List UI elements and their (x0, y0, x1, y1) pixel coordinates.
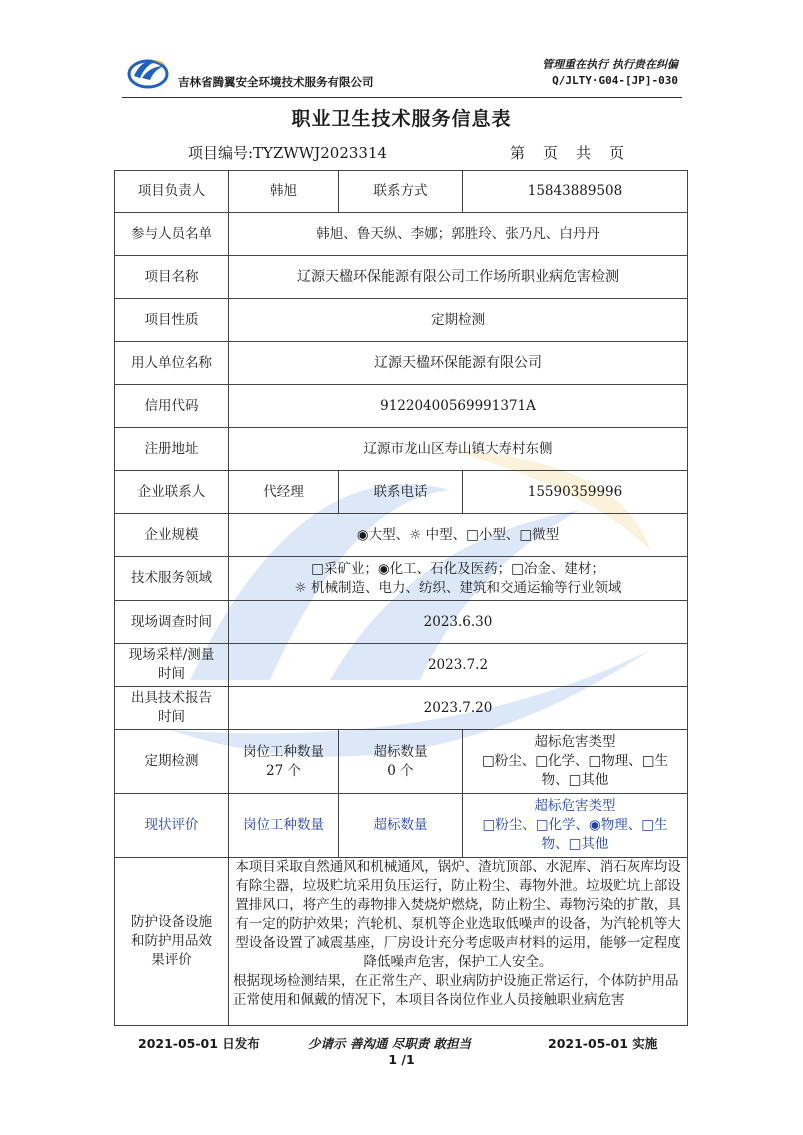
page-info (510, 142, 642, 163)
page-info-di: 第 (510, 144, 526, 162)
periodic-hazard (463, 730, 688, 794)
members-label: 参与人员名单 (115, 213, 229, 256)
status-label: 现状评价 (115, 794, 229, 858)
contact-value: 代经理 (229, 471, 339, 514)
address-label: 注册地址 (115, 428, 229, 471)
publish-date: 2021-05-01 日发布 (138, 1036, 260, 1051)
leader-value: 韩旭 (229, 171, 339, 213)
protection-label-line-3: 果评价 (151, 952, 192, 968)
table-row (115, 730, 688, 794)
page-info-ye: 页 (543, 144, 559, 162)
sampling-value: 2023.7.2 (229, 644, 688, 687)
protection-paragraph-1: 本项目采取自然通风和机械通风，锅炉、渣坑顶部、水泥库、消石灰库均设有除尘器，垃圾贮坑采用负压运行，防止粉尘、毒物外泄。垃圾贮坑上部设置排风口，将产生的毒物排入焚烧炉燃烧，防止粉尘、毒物污染的扩散，具有一定的防护效果；汽轮机、泵机等企业选取低噪声的设备，为汽轮机等大型设备设置了减震基座，厂房设计充分考虑吸声材料的运用，能够一定程度降低噪声危害，保护工人安全。 (235, 859, 681, 970)
project-number: 项目编号:TYZWWJ2023314 (188, 144, 388, 162)
status-post-label: 岗位工种数量 (229, 794, 339, 858)
periodic-label: 定期检测 (115, 730, 229, 794)
employer-value: 辽源天楹环保能源有限公司 (229, 342, 688, 385)
status-hazard-title: 超标危害类型 (534, 798, 616, 814)
page-info-gong: 共 (576, 144, 592, 162)
table-row (115, 644, 688, 687)
sampling-label-line-2: 时间 (158, 666, 185, 682)
protection-label-line-2: 和防护用品效 (131, 933, 212, 949)
table-row (115, 171, 688, 213)
page-number: 1 /1 (388, 1052, 415, 1067)
table-row (115, 213, 688, 256)
table-row (115, 601, 688, 644)
leader-contact-label: 联系方式 (339, 171, 463, 213)
table-row (115, 794, 688, 858)
status-hazard-line-1: □粉尘、□化学、◉物理、□生 (482, 817, 668, 833)
sampling-label-line-1: 现场采样/测量 (128, 647, 215, 663)
contact-label: 企业联系人 (115, 471, 229, 514)
nature-value: 定期检测 (229, 299, 688, 342)
protection-label (115, 858, 229, 1026)
credit-label: 信用代码 (115, 385, 229, 428)
document-code: Q/JLTY·G04-[JP]-030 (552, 74, 678, 87)
nature-label: 项目性质 (115, 299, 229, 342)
page-title: 职业卫生技术服务信息表 (291, 108, 512, 130)
management-slogan: 管理重在执行 执行贵在纠偏 (542, 58, 678, 71)
periodic-hazard-line-1: □粉尘、□化学、□物理、□生 (481, 753, 669, 769)
periodic-post-label: 岗位工种数量 (243, 743, 324, 760)
periodic-exceed (339, 730, 463, 794)
table-row (115, 256, 688, 299)
table-row (115, 342, 688, 385)
report-value: 2023.7.20 (229, 687, 688, 730)
members-value: 韩旭、鲁天纵、李娜；郭胜玲、张乃凡、白丹丹 (229, 213, 688, 256)
table-row (115, 385, 688, 428)
info-table (114, 170, 688, 1026)
company-logo-icon (126, 54, 170, 90)
protection-paragraph-2: 根据现场检测结果，在正常生产、职业病防护设施正常运行，个体防护用品正常使用和佩戴的情况下，本项目各岗位作业人员接触职业病危害 (233, 973, 679, 1008)
table-row (115, 428, 688, 471)
table-row (115, 858, 688, 1026)
periodic-hazard-title: 超标危害类型 (534, 734, 616, 750)
header-divider (122, 97, 682, 98)
periodic-post-value: 27 个 (266, 762, 301, 779)
company-name: 吉林省腾翼安全环境技术服务有限公司 (178, 75, 374, 89)
periodic-exceed-value: 0 个 (387, 762, 414, 779)
report-label-line-2: 时间 (158, 709, 185, 725)
project-name-value: 辽源天楹环保能源有限公司工作场所职业病危害检测 (229, 256, 688, 299)
scale-value: ◉大型、☼ 中型、□小型、□微型 (229, 514, 688, 557)
page-info-ye2: 页 (609, 144, 625, 162)
field-line-1: □采矿业；◉化工、石化及医药；□冶金、建材； (311, 560, 605, 577)
protection-label-line-1: 防护设备设施 (131, 914, 212, 930)
periodic-post (229, 730, 339, 794)
address-value: 辽源市龙山区寿山镇大寿村东侧 (229, 428, 688, 471)
field-value (229, 557, 688, 601)
implement-date: 2021-05-01 实施 (548, 1036, 658, 1051)
survey-value: 2023.6.30 (229, 601, 688, 644)
survey-label: 现场调查时间 (115, 601, 229, 644)
contact-phone-label: 联系电话 (339, 471, 463, 514)
status-exceed-label: 超标数量 (339, 794, 463, 858)
contact-phone-value: 15590359996 (463, 471, 688, 514)
leader-contact-value: 15843889508 (463, 171, 688, 213)
scale-label: 企业规模 (115, 514, 229, 557)
report-label (115, 687, 229, 730)
field-label: 技术服务领域 (115, 557, 229, 601)
footer-motto: 少请示 善沟通 尽职责 敢担当 (308, 1036, 472, 1051)
protection-value (229, 858, 688, 1026)
page-header (122, 50, 682, 100)
sampling-label (115, 644, 229, 687)
status-hazard (463, 794, 688, 858)
report-label-line-1: 出具技术报告 (131, 690, 212, 706)
table-row (115, 557, 688, 601)
periodic-exceed-label: 超标数量 (373, 743, 428, 760)
status-hazard-line-2: 物、□其他 (541, 836, 609, 852)
employer-label: 用人单位名称 (115, 342, 229, 385)
table-row (115, 514, 688, 557)
field-line-2: ☼ 机械制造、电力、纺织、建筑和交通运输等行业领域 (294, 579, 622, 596)
credit-value: 91220400569991371A (229, 385, 688, 428)
leader-label: 项目负责人 (115, 171, 229, 213)
project-name-label: 项目名称 (115, 256, 229, 299)
periodic-hazard-line-2: 物、□其他 (541, 772, 609, 788)
table-row (115, 299, 688, 342)
table-row (115, 687, 688, 730)
table-row (115, 471, 688, 514)
